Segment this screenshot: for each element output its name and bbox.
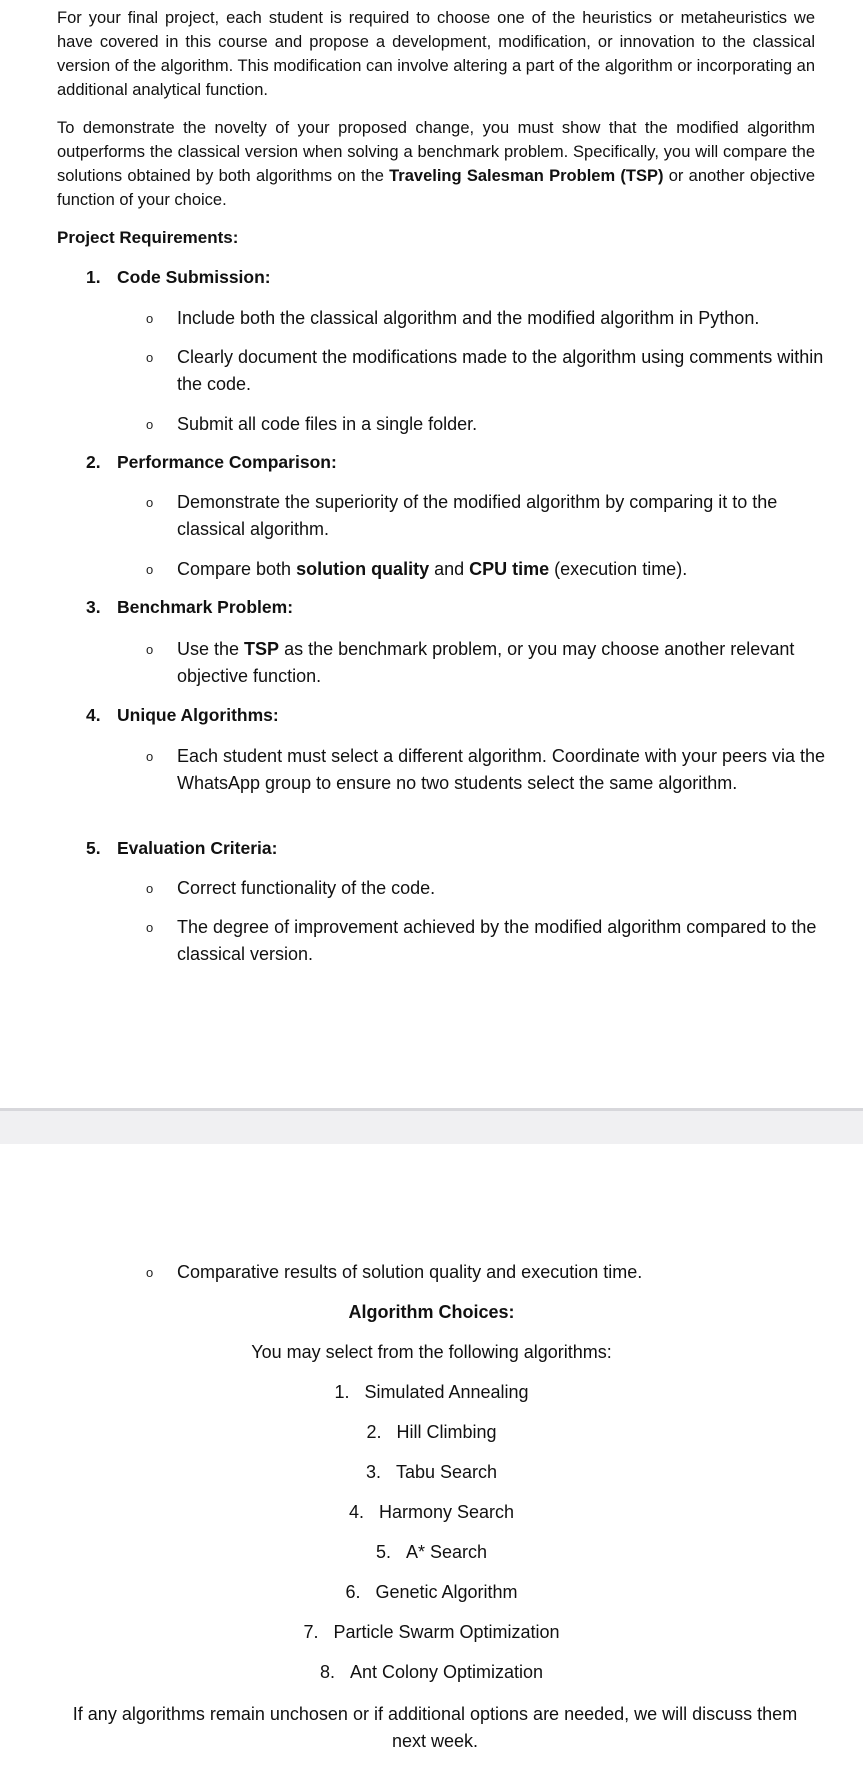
algorithm-number: 2. [366, 1422, 382, 1442]
list-item [146, 556, 826, 583]
requirement-title: Benchmark Problem: [117, 597, 294, 617]
bullet-text [177, 556, 826, 583]
list-item [146, 489, 826, 543]
requirement-title: Unique Algorithms: [117, 705, 279, 725]
requirement-unique-algorithms [86, 705, 279, 726]
algorithm-item [0, 1379, 863, 1406]
bullet-text: Each student must select a different algorithm. Coordinate with your peers via the WhatsApp group to ensure no two students select the same algorithm. [177, 746, 826, 793]
tsp-emphasis: Traveling Salesman Problem (TSP) [389, 167, 664, 185]
bullet-text: Correct functionality of the code. [177, 878, 436, 898]
requirement-number: 2. [86, 452, 101, 472]
requirement-performance-comparison [86, 452, 337, 473]
algorithm-item [0, 1459, 863, 1486]
algorithm-name: Genetic Algorithm [375, 1582, 518, 1602]
bullet-text: Submit all code files in a single folder. [177, 414, 478, 434]
tsp-text: Use the [177, 639, 245, 659]
algorithm-name: A* Search [405, 1542, 488, 1562]
solution-quality-emphasis: solution quality [296, 559, 430, 579]
bullet-text: Comparative results of solution quality and execution time. [177, 1262, 643, 1282]
intro-paragraph-1: For your final project, each student is required to choose one of the heuristics or metaheuristics we have covered in this course and propose a development, modification, or innovation to the classical version of the algorithm. This modification can involve altering a part of the algorithm or incorporating an additional analytical function. [57, 9, 815, 99]
document-page-2 [0, 1144, 863, 1784]
list-item [146, 636, 826, 690]
requirement-title: Performance Comparison: [117, 452, 337, 472]
algorithm-name: Particle Swarm Optimization [333, 1622, 560, 1642]
compare-text: Compare both [177, 559, 297, 579]
bullet-text: Clearly document the modifications made to the algorithm using comments within the code. [177, 347, 824, 394]
algorithm-item [0, 1419, 863, 1446]
algorithm-choices-heading: Algorithm Choices: [348, 1302, 515, 1322]
bullet-text: The degree of improvement achieved by the modified algorithm compared to the classical version. [177, 917, 817, 964]
intro-paragraph-2-text: To demonstrate the novelty of your proposed change, you must show that the modified algorithm outperforms the classical version when solving a benchmark problem. Specifically, you will compare the solutions obtained by both algorithms on the [57, 119, 815, 185]
algorithm-item [0, 1659, 863, 1686]
algorithm-choices-intro: You may select from the following algorithms: [251, 1342, 612, 1362]
closing-note: If any algorithms remain unchosen or if additional options are needed, we will discuss them next week. [72, 1704, 798, 1751]
list-item [146, 875, 826, 902]
requirement-number: 4. [86, 705, 101, 725]
requirements-heading: Project Requirements: [57, 228, 239, 247]
bullet-icon: o [146, 350, 154, 365]
list-item [146, 914, 826, 968]
requirement-title: Evaluation Criteria: [117, 838, 278, 858]
bullet-icon: o [146, 749, 154, 764]
intro-paragraph-2 [57, 116, 815, 212]
list-item [146, 305, 826, 332]
algorithm-item [0, 1539, 863, 1566]
bullet-icon: o [146, 1265, 154, 1280]
page-break [0, 1108, 863, 1144]
algorithm-number: 1. [334, 1382, 350, 1402]
algorithm-number: 5. [375, 1542, 391, 1562]
list-item [146, 1259, 826, 1286]
list-item [146, 743, 826, 797]
algorithm-name: Simulated Annealing [364, 1382, 529, 1402]
list-item [146, 344, 826, 398]
requirement-title: Code Submission: [117, 267, 271, 287]
list-item [146, 411, 826, 438]
tsp-emphasis: TSP [244, 639, 280, 659]
algorithm-item [0, 1579, 863, 1606]
bullet-icon: o [146, 562, 154, 577]
bullet-text: Include both the classical algorithm and the modified algorithm in Python. [177, 308, 760, 328]
compare-text-tail: (execution time). [549, 559, 688, 579]
algorithm-name: Hill Climbing [396, 1422, 497, 1442]
algorithm-name: Tabu Search [395, 1462, 498, 1482]
algorithm-number: 8. [319, 1662, 335, 1682]
requirement-code-submission [86, 267, 271, 288]
algorithm-number: 7. [303, 1622, 319, 1642]
compare-text-mid: and [429, 559, 470, 579]
algorithm-number: 4. [348, 1502, 364, 1522]
requirement-benchmark-problem [86, 597, 293, 618]
bullet-icon: o [146, 881, 154, 896]
intro-paragraph-2-tail: or another objective function of your choice. [57, 167, 815, 209]
cpu-time-emphasis: CPU time [469, 559, 550, 579]
algorithm-item [0, 1499, 863, 1526]
algorithm-name: Harmony Search [378, 1502, 515, 1522]
bullet-icon: o [146, 920, 154, 935]
bullet-icon: o [146, 495, 154, 510]
requirement-number: 1. [86, 267, 101, 287]
algorithm-item [0, 1619, 863, 1646]
bullet-icon: o [146, 311, 154, 326]
bullet-text [177, 636, 826, 690]
algorithm-number: 6. [345, 1582, 361, 1602]
requirement-number: 5. [86, 838, 101, 858]
algorithm-name: Ant Colony Optimization [349, 1662, 544, 1682]
algorithm-number: 3. [365, 1462, 381, 1482]
requirement-evaluation-criteria [86, 838, 277, 859]
bullet-icon: o [146, 417, 154, 432]
tsp-text-tail: as the benchmark problem, or you may choose another relevant objective function. [177, 639, 795, 686]
bullet-text: Demonstrate the superiority of the modified algorithm by comparing it to the classical algorithm. [177, 492, 778, 539]
bullet-icon: o [146, 642, 154, 657]
requirement-number: 3. [86, 597, 101, 617]
